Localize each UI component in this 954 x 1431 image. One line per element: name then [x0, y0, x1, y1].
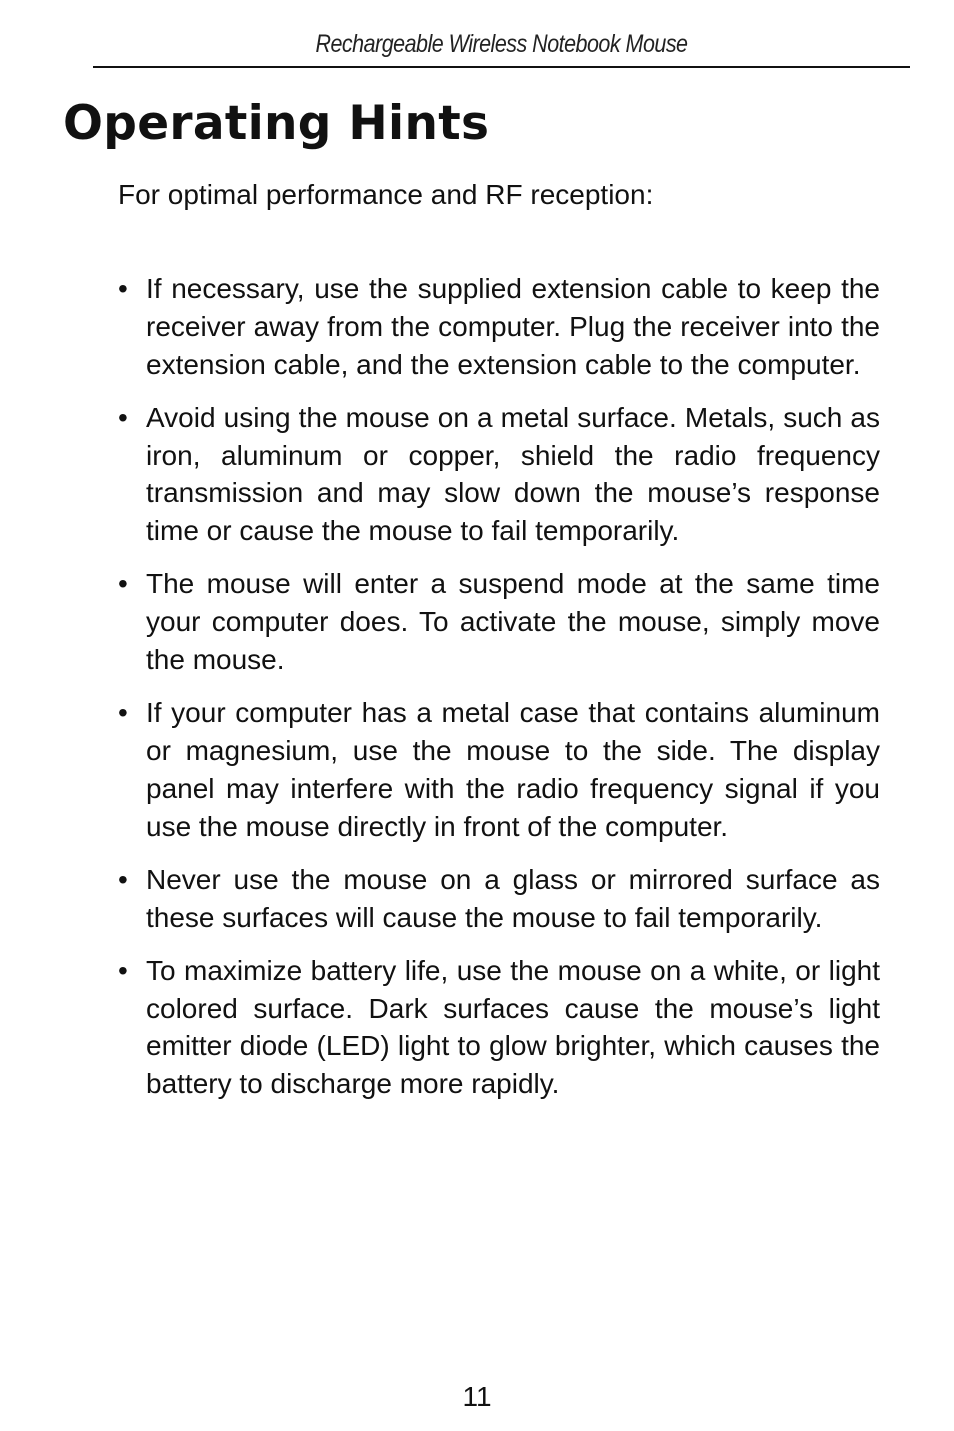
list-item — [118, 952, 880, 1103]
hint-text: The mouse will enter a suspend mode at the same time your computer does. To activate the mouse, simply move the mouse. — [146, 568, 880, 675]
running-header: Rechargeable Wireless Notebook Mouse — [315, 30, 688, 58]
bullet-icon: • — [118, 697, 128, 729]
hint-text: If necessary, use the supplied extension cable to keep the receiver away from the computer. Plug the receiver into the extension cable, and the extension cable to the computer. — [146, 273, 880, 380]
hint-text: If your computer has a metal case that contains aluminum or magnesium, use the mouse to the side. The display panel may interfere with the radio frequency signal if you use the mouse directly in front of the computer. — [146, 697, 880, 842]
intro-text: For optimal performance and RF reception: — [118, 179, 654, 210]
list-item — [118, 565, 880, 678]
list-item — [118, 270, 880, 383]
page-number: 11 — [462, 1381, 492, 1412]
hint-text: Never use the mouse on a glass or mirrored surface as these surfaces will cause the mouse to fail temporarily. — [146, 863, 880, 933]
hint-text: Avoid using the mouse on a metal surface. Metals, such as iron, aluminum or copper, shield the radio frequency transmission and may slow down the mouse’s response time or cause the mouse to fail temporarily. — [146, 401, 880, 547]
header-divider — [93, 66, 910, 68]
hints-list — [118, 270, 880, 1103]
bullet-icon: • — [118, 273, 128, 304]
hint-text: To maximize battery life, use the mouse on a white, or light colored surface. Dark surfaces cause the mouse’s light emitter diode (LED) light to glow brighter, which causes the battery to discharge more rapidly. — [146, 954, 880, 1100]
bullet-icon: • — [118, 568, 128, 600]
list-item — [118, 399, 880, 550]
page-title: Operating Hints — [63, 96, 490, 151]
list-item — [118, 694, 880, 845]
bullet-icon: • — [118, 954, 128, 986]
bullet-icon: • — [118, 863, 128, 895]
bullet-icon: • — [118, 401, 128, 433]
list-item — [118, 861, 880, 937]
